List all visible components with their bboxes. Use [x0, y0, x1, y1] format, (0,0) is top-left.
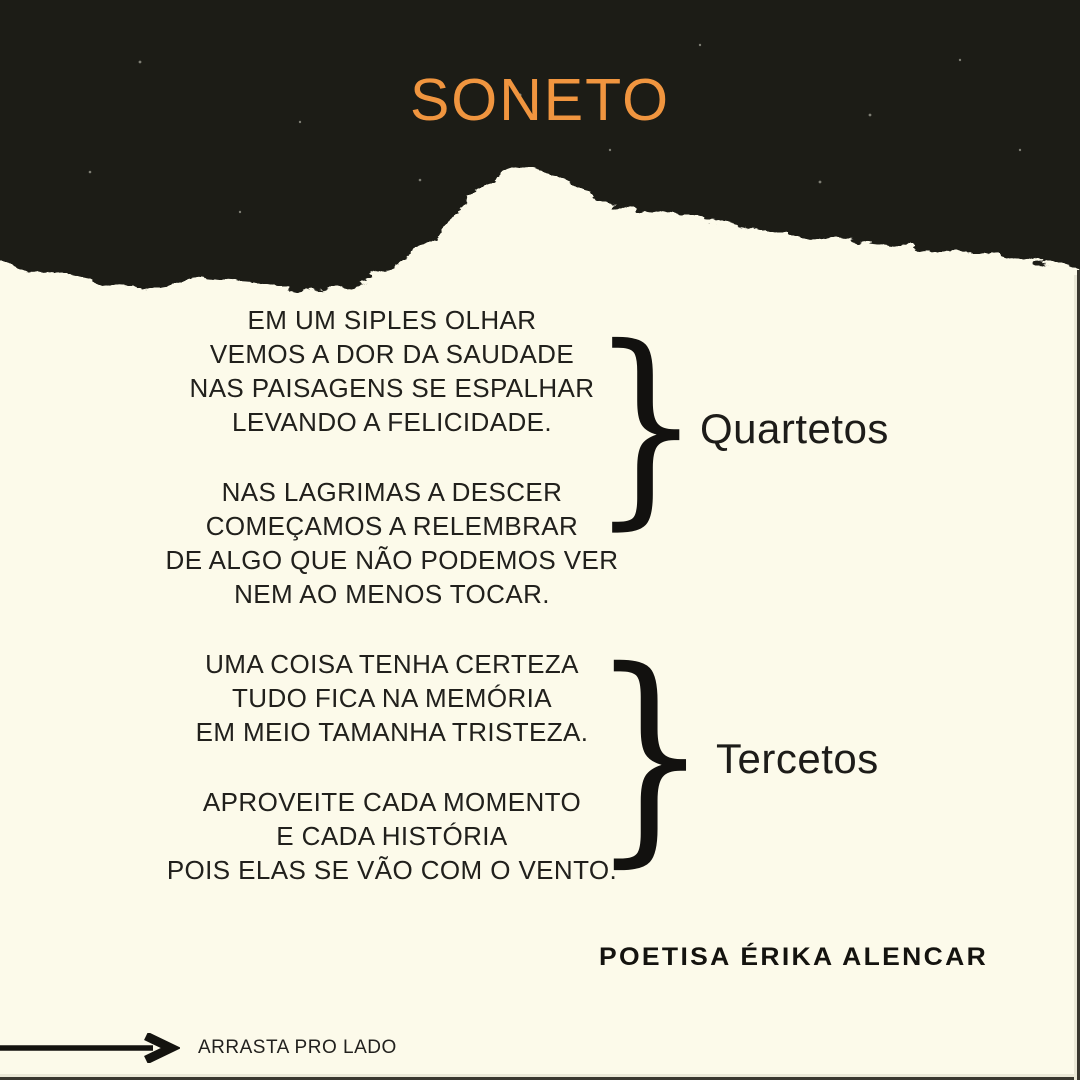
poem-line: NAS LAGRIMAS A DESCER: [221, 477, 563, 507]
stanza-quarteto-1: [158, 303, 626, 439]
poem-line: POIS ELAS SE VÃO COM O VENTO.: [166, 855, 618, 885]
swipe-hint: [0, 1033, 397, 1063]
author-signature: POETISA ÉRIKA ALENCAR: [598, 943, 988, 971]
stanza-terceto-1: [158, 647, 626, 749]
swipe-hint-label: ARRASTA PRO LADO: [198, 1037, 397, 1058]
poem-line: LEVANDO A FELICIDADE.: [231, 407, 553, 437]
poem-line: VEMOS A DOR DA SAUDADE: [209, 339, 575, 369]
poem-line: DE ALGO QUE NÃO PODEMOS VER: [165, 545, 619, 575]
page-title: SONETO: [409, 67, 671, 133]
poem: [158, 303, 626, 923]
group-label-tercetos: Tercetos: [716, 735, 879, 782]
poem-line: NAS PAISAGENS SE ESPALHAR: [189, 373, 595, 403]
poem-line: EM MEIO TAMANHA TRISTEZA.: [195, 717, 589, 747]
poem-line: APROVEITE CADA MOMENTO: [202, 787, 582, 817]
torn-paper-header: [0, 0, 1080, 340]
poem-line: UMA COISA TENHA CERTEZA: [205, 649, 579, 679]
poem-line: COMEÇAMOS A RELEMBRAR: [205, 511, 579, 541]
right-arrow-icon: [0, 1033, 180, 1063]
group-label-quartetos: Quartetos: [700, 405, 889, 452]
poem-line: E CADA HISTÓRIA: [276, 821, 508, 851]
poem-line: NEM AO MENOS TOCAR.: [234, 579, 550, 609]
stanza-quarteto-2: [158, 475, 626, 611]
torn-edge-shape: [0, 0, 1080, 290]
poem-line: TUDO FICA NA MEMÓRIA: [231, 683, 553, 713]
stanza-terceto-2: [158, 785, 626, 887]
curly-brace-tercetos: }: [590, 621, 710, 887]
curly-brace-quartetos: }: [590, 301, 702, 548]
poem-line: EM UM SIPLES OLHAR: [247, 305, 537, 335]
